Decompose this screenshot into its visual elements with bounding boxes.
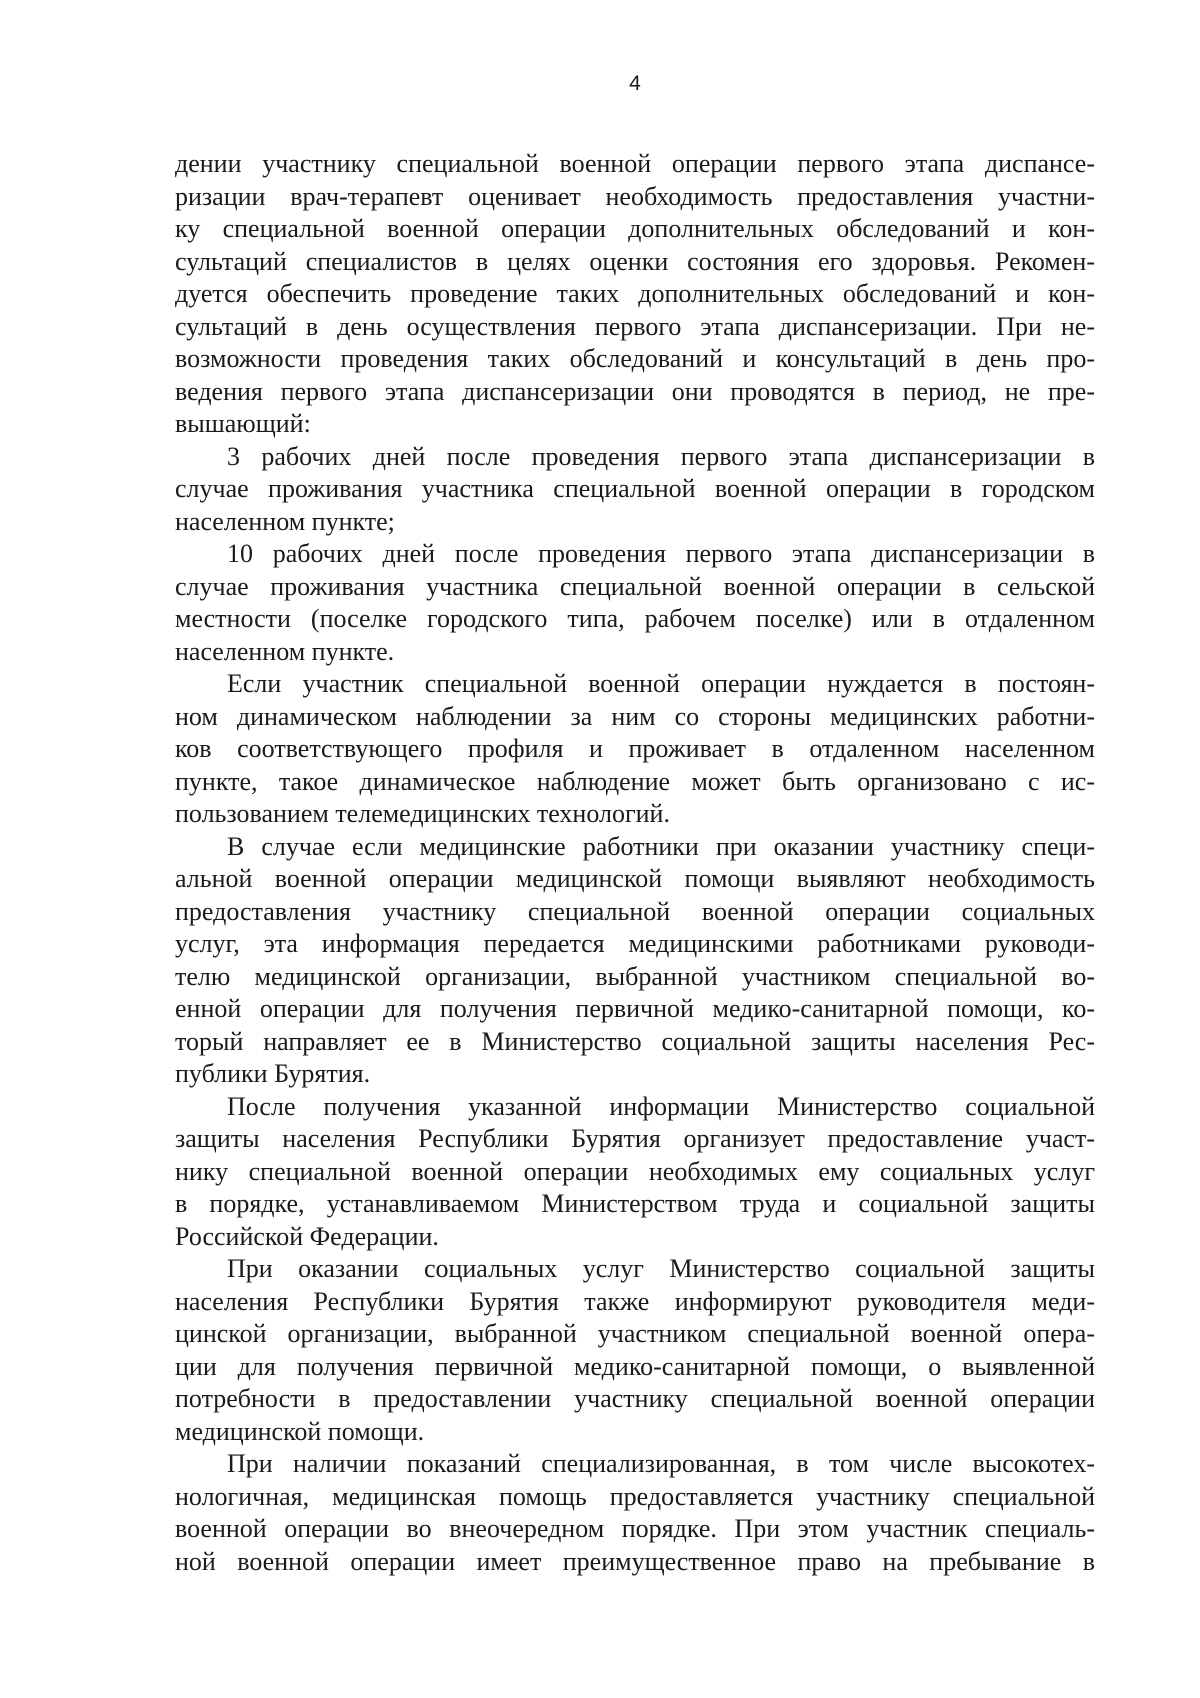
text-line: населенном пункте. — [175, 636, 395, 666]
text-line: случае проживания участника специальной военной операции в сельской — [175, 571, 1095, 601]
text-line: случае проживания участника специальной военной операции в городском — [175, 474, 1095, 503]
text-line: нику специальной военной операции необходимых ему социальных услуг — [175, 1156, 1095, 1186]
text-line: цинской организации, выбранной участником специальной военной опера- — [175, 1319, 1095, 1348]
text-line: При наличии показаний специализированная, в том числе высокотех- — [227, 1449, 1095, 1478]
text-line: ков соответствующего профиля и проживает в отдаленном населенном — [175, 734, 1095, 763]
text-line: пункте, такое динамическое наблюдение может быть организовано с ис- — [175, 766, 1095, 796]
text-line: дуется обеспечить проведение таких дополнительных обследований и кон- — [175, 279, 1095, 308]
text-line: ведения первого этапа диспансеризации они проводятся в период, не пре- — [175, 376, 1095, 406]
text-line: В случае если медицинские работники при оказании участнику специ- — [227, 831, 1095, 861]
text-line: вышающий: — [175, 409, 311, 438]
text-line: ции для получения первичной медико-санитарной помощи, о выявленной — [175, 1351, 1095, 1381]
text-line: предоставления участнику специальной военной операции социальных — [175, 896, 1095, 926]
text-line: ном динамическом наблюдении за ним со стороны медицинских работни- — [175, 701, 1095, 731]
text-line: Российской Федерации. — [175, 1221, 439, 1251]
text-line: После получения указанной информации Министерство социальной — [227, 1091, 1095, 1121]
text-line: ку специальной военной операции дополнительных обследований и кон- — [175, 214, 1095, 243]
document-body — [175, 148, 1095, 1578]
text-line: возможности проведения таких обследований и консультаций в день про- — [175, 344, 1095, 373]
text-line: населенном пункте; — [175, 506, 395, 536]
text-line: сультаций в день осуществления первого этапа диспансеризации. При не- — [175, 311, 1095, 341]
text-line: нологичная, медицинская помощь предоставляется участнику специальной — [175, 1481, 1095, 1511]
text-line: защиты населения Республики Бурятия организует предоставление участ- — [175, 1124, 1095, 1153]
text-line: телю медицинской организации, выбранной участником специальной во- — [175, 961, 1095, 991]
text-line: пользованием телемедицинских технологий. — [175, 799, 670, 828]
text-line: При оказании социальных услуг Министерство социальной защиты — [227, 1254, 1095, 1283]
text-line: альной военной операции медицинской помощи выявляют необходимость — [175, 864, 1095, 893]
text-line: военной операции во внеочередном порядке. При этом участник специаль- — [175, 1514, 1095, 1543]
text-line: дении участнику специальной военной операции первого этапа диспансе- — [175, 149, 1095, 178]
text-line: публики Бурятия. — [175, 1059, 371, 1088]
text-line: сультаций специалистов в целях оценки состояния его здоровья. Рекомен- — [175, 246, 1095, 276]
text-line: услуг, эта информация передается медицинскими работниками руководи- — [175, 929, 1095, 958]
text-line: енной операции для получения первичной медико-санитарной помощи, ко- — [175, 994, 1095, 1023]
page-number: 4 — [629, 72, 641, 95]
text-line: Если участник специальной военной операции нуждается в постоян- — [227, 669, 1095, 698]
text-line: в порядке, устанавливаемом Министерством труда и социальной защиты — [175, 1189, 1095, 1218]
text-line: населения Республики Бурятия также информируют руководителя меди- — [175, 1286, 1095, 1316]
text-line: 10 рабочих дней после проведения первого этапа диспансеризации в — [227, 539, 1095, 568]
text-line: 3 рабочих дней после проведения первого этапа диспансеризации в — [227, 441, 1095, 471]
text-line: ной военной операции имеет преимущественное право на пребывание в — [175, 1546, 1095, 1576]
text-line: местности (поселке городского типа, рабочем поселке) или в отдаленном — [175, 604, 1095, 633]
text-line: ризации врач-терапевт оценивает необходимость предоставления участни- — [175, 181, 1095, 211]
text-line: медицинской помощи. — [175, 1416, 425, 1446]
text-line: потребности в предоставлении участнику специальной военной операции — [175, 1384, 1095, 1413]
text-line: торый направляет ее в Министерство социальной защиты населения Рес- — [175, 1026, 1095, 1056]
